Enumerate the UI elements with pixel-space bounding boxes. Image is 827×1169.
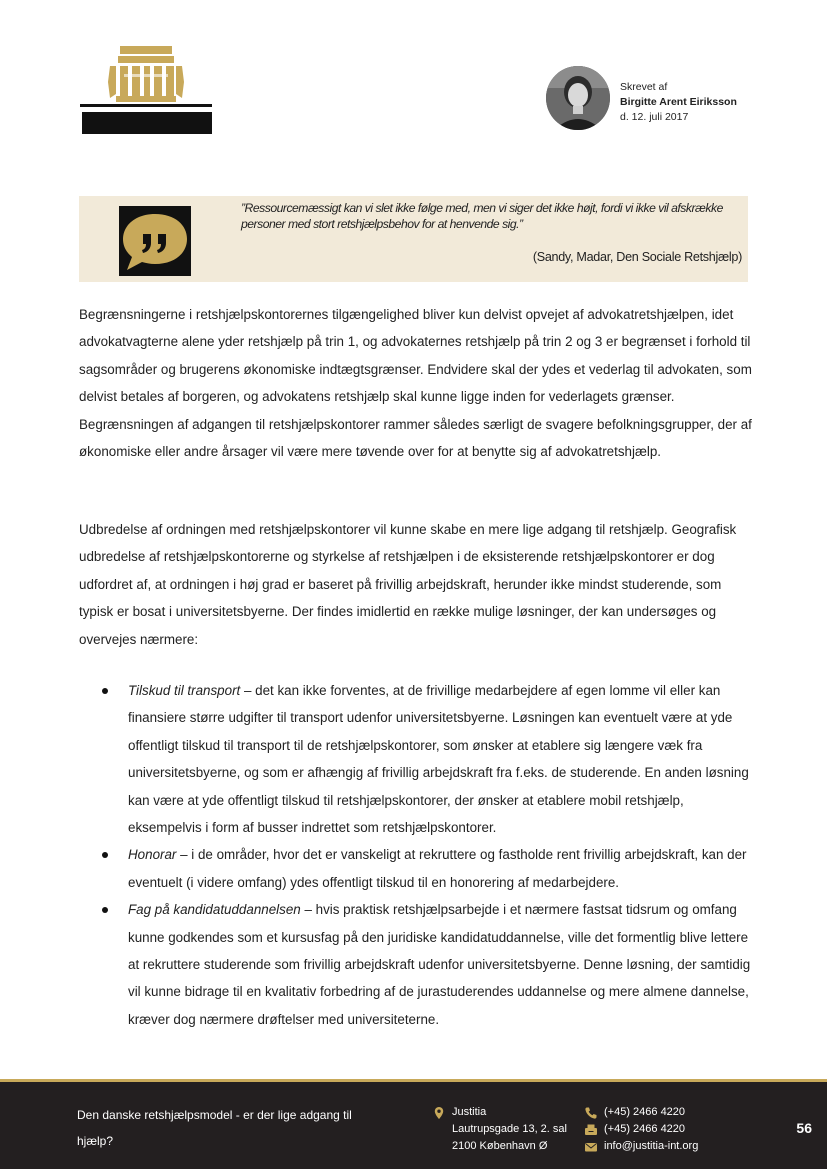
quote-icon	[119, 206, 191, 276]
list-item-text: – i de områder, hvor det er vanskeligt at rekruttere og fastholde rent frivillig arbejdskraft, kan der eventuelt (i videre omfang) ydes offentligt tilskud til en honorering af medarbejdere.	[128, 847, 747, 890]
solutions-list	[79, 677, 759, 1033]
list-item-term: Honorar	[128, 847, 177, 863]
author-avatar	[546, 66, 610, 130]
bullet-icon	[102, 907, 108, 913]
list-item	[79, 677, 759, 841]
page-footer	[0, 1079, 827, 1169]
bullet-icon	[102, 852, 108, 858]
list-item	[79, 896, 759, 1033]
footer-address	[432, 1104, 567, 1155]
footer-fax: (+45) 2466 4220	[604, 1123, 686, 1135]
list-item	[79, 841, 759, 896]
quote-source: (Sandy, Madar, Den Sociale Retshjælp)	[532, 250, 742, 264]
footer-phone[interactable]: (+45) 2466 4220	[604, 1106, 686, 1118]
body-paragraph-2: Udbredelse af ordningen med retshjælpskontorer vil kunne skabe en mere lige adgang til retshjælp. Geografisk udbredelse af retshjælpskontorerne og styrkelse af retshjælpen i de eksisterende retshjælpskontorer er dog udfordret af, at ordningen i høj grad er baseret på frivillig arbejdskraft, herunder ikke mindst studerende, som typisk er bosat i universitetsbyerne. Der findes imidlertid en række mulige løsninger, der kan undersøges og overvejes nærmere:	[79, 522, 737, 647]
footer-city: 2100 København Ø	[452, 1140, 548, 1152]
quote-text: ”Ressourcemæssigt kan vi slet ikke følge med, men vi siger det ikke højt, fordi vi ikke vil afskrække personer med stort retshjælpsbehov for at henvende sig.”	[241, 201, 723, 231]
author-label: Skrevet af	[620, 81, 668, 93]
footer-street: Lautrupsgade 13, 2. sal	[452, 1123, 567, 1135]
page-number: 56	[796, 1120, 812, 1136]
list-item-term: Tilskud til transport	[128, 683, 241, 698]
fax-icon	[584, 1123, 598, 1137]
list-item-text: – det kan ikke forventes, at de frivillige medarbejdere af egen lomme vil eller kan finansiere større udgifter til transport udenfor universitetsbyerne. Løsningen kan eventuelt være at yde offentligt tilskud til transport til de retshjælpskontorer, som ønsker at etablere sig længere væk fra universitetsbyerne, og som er afhængig af frivillig arbejdskraft fra f.eks. de studerende. En anden løsning kan være at yde offentligt tilskud til retshjælpskontorer, der ønsker at etablere mobil retshjælp, eksempelvis i form af busser indrettet som retshjælpskontorer.	[128, 683, 749, 836]
footer-email[interactable]: info@justitia-int.org	[604, 1140, 699, 1152]
location-pin-icon	[432, 1106, 446, 1120]
justitia-logo	[80, 44, 212, 136]
list-item-term: Fag på kandidatuddannelsen	[128, 902, 301, 918]
email-icon	[584, 1140, 598, 1154]
body-paragraph-1: Begrænsningerne i retshjælpskontorernes tilgængelighed bliver kun delvist opvejet af advokatretshjælpen, idet advokatvagterne alene yder retshjælp på trin 1, og advokaternes retshjælp på trin 2 og 3 er begrænset i forhold til sagsområder og brugerens økonomiske indtægtsgrænser. Endvidere skal der ydes et vederlag til advokaten, som delvist betales af borgeren, og advokatens retshjælp skal kunne ligge inden for vederlagets grænser. Begrænsningen af adgangen til retshjælpskontorer rammer således særligt de svagere befolkningsgrupper, der af økonomiske eller andre årsager vil være mere tøvende over for at benytte sig af advokatretshjælp.	[79, 307, 752, 460]
quote-box	[79, 196, 748, 282]
person-photo-icon	[546, 66, 610, 130]
list-item-text: – hvis praktisk retshjælpsarbejde i et nærmere fastsat tidsrum og omfang kunne godkendes som et kursusfag på den juridiske kandidatuddannelse, ville det formentlig blive lettere at rekruttere studerende som frivillig arbejdskraft udenfor universitetsbyerne. Denne løsning, der samtidig vil kunne bidrage til en kvalitativ forbedring af de jurastuderendes uddannelse og mere almene dannelse, kræver dog nærmere drøftelser med universiteterne.	[128, 902, 751, 1027]
footer-org: Justitia	[452, 1106, 487, 1118]
phone-icon	[584, 1106, 598, 1120]
bullet-icon	[102, 688, 108, 694]
footer-contact	[584, 1104, 698, 1155]
author-block	[546, 66, 737, 130]
footer-document-title: Den danske retshjælpsmodel - er der lige adgang til hjælp?	[77, 1108, 352, 1148]
building-logo-icon	[80, 44, 212, 136]
author-date: d. 12. juli 2017	[620, 111, 689, 123]
author-name: Birgitte Arent Eiriksson	[620, 96, 737, 108]
